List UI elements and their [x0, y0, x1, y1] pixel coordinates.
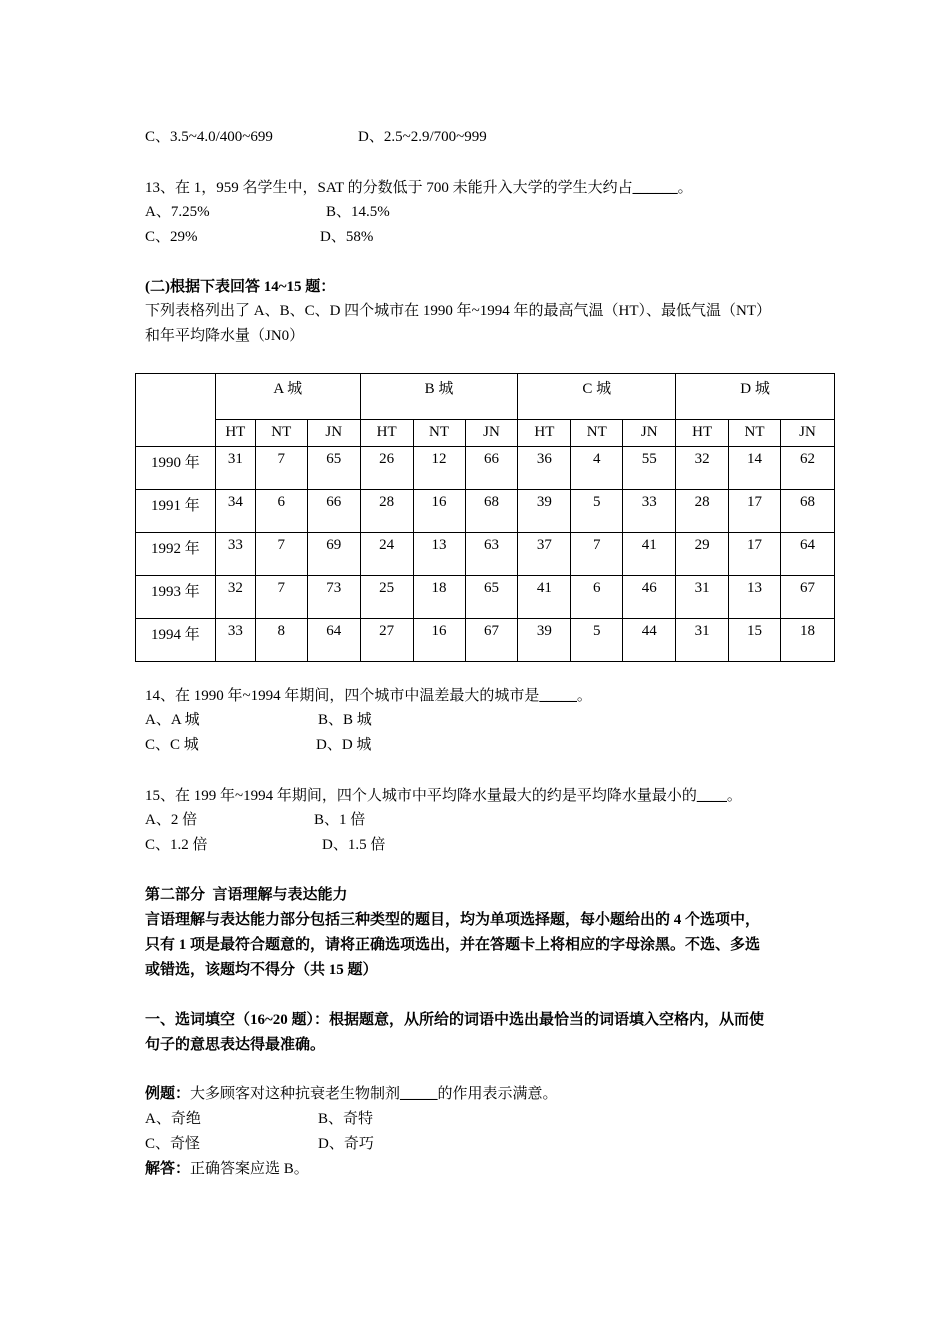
q13-option-a: A、7.25% [145, 204, 210, 220]
value-cell: 29 [676, 533, 729, 576]
value-cell: 14 [729, 447, 781, 490]
value-cell: 27 [360, 619, 413, 662]
q12-option-d: D、2.5~2.9/700~999 [358, 129, 487, 145]
q13-blank: ______ [632, 180, 678, 196]
value-cell: 26 [360, 447, 413, 490]
subheader-jn: JN [465, 420, 518, 447]
value-cell: 18 [781, 619, 835, 662]
value-cell: 66 [307, 490, 360, 533]
q15-end: 。 [726, 788, 742, 804]
q14-blank: _____ [539, 688, 577, 704]
q15-stem [145, 786, 742, 806]
value-cell: 25 [360, 576, 413, 619]
value-cell: 16 [413, 490, 465, 533]
value-cell: 7 [255, 576, 307, 619]
temperature-table [135, 373, 835, 662]
q13-option-d: D、58% [320, 229, 374, 245]
subheader-nt: NT [571, 420, 623, 447]
value-cell: 32 [215, 576, 255, 619]
value-cell: 41 [518, 576, 571, 619]
value-cell: 5 [571, 619, 623, 662]
value-cell: 64 [781, 533, 835, 576]
q15-option-a: A、2 倍 [145, 812, 198, 828]
example-answer-label: 解答： [145, 1161, 191, 1177]
example-option-d: D、奇巧 [318, 1136, 374, 1152]
table-row [136, 447, 835, 490]
q15-blank: ____ [696, 788, 727, 804]
q13-stem [145, 178, 693, 198]
q13-end: 。 [677, 180, 693, 196]
value-cell: 33 [215, 619, 255, 662]
value-cell: 41 [623, 533, 676, 576]
table-corner-cell [136, 374, 216, 447]
value-cell: 8 [255, 619, 307, 662]
example-blank: _____ [400, 1086, 438, 1102]
q14-end: 。 [576, 688, 592, 704]
value-cell: 64 [307, 619, 360, 662]
table-row [136, 576, 835, 619]
year-cell: 1993 年 [136, 576, 216, 619]
value-cell: 28 [676, 490, 729, 533]
value-cell: 67 [465, 619, 518, 662]
example-answer-text: 正确答案应选 B。 [190, 1161, 309, 1177]
example-end: 的作用表示满意。 [437, 1086, 558, 1102]
table-row [136, 619, 835, 662]
year-cell: 1994 年 [136, 619, 216, 662]
value-cell: 13 [413, 533, 465, 576]
value-cell: 12 [413, 447, 465, 490]
value-cell: 31 [676, 619, 729, 662]
value-cell: 7 [255, 533, 307, 576]
value-cell: 39 [518, 619, 571, 662]
value-cell: 33 [623, 490, 676, 533]
value-cell: 4 [571, 447, 623, 490]
subheader-nt: NT [255, 420, 307, 447]
part2-title: 第二部分 言语理解与表达能力 [145, 887, 348, 903]
part2-desc-line1: 言语理解与表达能力部分包括三种类型的题目，均为单项选择题，每小题给出的 4 个选项中， [145, 912, 761, 928]
q14-stem [145, 686, 592, 706]
q14-option-a: A、A 城 [145, 712, 200, 728]
subheader-ht: HT [676, 420, 729, 447]
q13-stem-text: 13、在 1，959 名学生中，SAT 的分数低于 700 未能升入大学的学生大约占 [145, 180, 633, 196]
value-cell: 31 [215, 447, 255, 490]
value-cell: 33 [215, 533, 255, 576]
value-cell: 17 [729, 533, 781, 576]
example-option-b: B、奇特 [318, 1111, 374, 1127]
q15-stem-text: 15、在 199 年~1994 年期间，四个人城市中平均降水量最大的约是平均降水量最小的 [145, 788, 697, 804]
q13-option-b: B、14.5% [326, 204, 390, 220]
value-cell: 34 [215, 490, 255, 533]
value-cell: 65 [307, 447, 360, 490]
value-cell: 32 [676, 447, 729, 490]
q15-option-d: D、1.5 倍 [322, 837, 386, 853]
q15-option-b: B、1 倍 [314, 812, 366, 828]
subheader-jn: JN [307, 420, 360, 447]
value-cell: 7 [255, 447, 307, 490]
section2-intro-line2: 和年平均降水量（JN0） [145, 328, 305, 344]
section2-heading: (二)根据下表回答 14~15 题： [145, 279, 336, 295]
value-cell: 73 [307, 576, 360, 619]
value-cell: 62 [781, 447, 835, 490]
fill-instruction-line1: 一、选词填空（16~20 题）：根据题意，从所给的词语中选出最恰当的词语填入空格内，从而使 [145, 1012, 765, 1028]
value-cell: 65 [465, 576, 518, 619]
subheader-ht: HT [518, 420, 571, 447]
example-label: 例题： [145, 1086, 191, 1102]
q14-option-c: C、C 城 [145, 737, 199, 753]
city-header-d: D 城 [676, 374, 835, 420]
table-row [136, 490, 835, 533]
value-cell: 46 [623, 576, 676, 619]
subheader-jn: JN [781, 420, 835, 447]
example-option-a: A、奇绝 [145, 1111, 201, 1127]
value-cell: 7 [571, 533, 623, 576]
year-cell: 1990 年 [136, 447, 216, 490]
city-header-b: B 城 [360, 374, 518, 420]
value-cell: 69 [307, 533, 360, 576]
subheader-ht: HT [360, 420, 413, 447]
value-cell: 68 [781, 490, 835, 533]
value-cell: 6 [571, 576, 623, 619]
value-cell: 5 [571, 490, 623, 533]
subheader-jn: JN [623, 420, 676, 447]
value-cell: 39 [518, 490, 571, 533]
q14-stem-text: 14、在 1990 年~1994 年期间，四个城市中温差最大的城市是 [145, 688, 540, 704]
value-cell: 15 [729, 619, 781, 662]
subheader-nt: NT [729, 420, 781, 447]
fill-instruction-line2: 句子的意思表达得最准确。 [145, 1037, 326, 1053]
value-cell: 6 [255, 490, 307, 533]
q13-option-c: C、29% [145, 229, 198, 245]
q14-option-b: B、B 城 [318, 712, 372, 728]
example-answer [145, 1159, 309, 1179]
section2-intro-line1: 下列表格列出了 A、B、C、D 四个城市在 1990 年~1994 年的最高气温（HT）、最低气温（NT） [145, 303, 772, 319]
value-cell: 17 [729, 490, 781, 533]
value-cell: 36 [518, 447, 571, 490]
example-stem-text: 大多顾客对这种抗衰老生物制剂 [190, 1086, 401, 1102]
value-cell: 63 [465, 533, 518, 576]
value-cell: 66 [465, 447, 518, 490]
example-stem [145, 1084, 558, 1104]
q12-option-c: C、3.5~4.0/400~699 [145, 129, 273, 145]
value-cell: 67 [781, 576, 835, 619]
value-cell: 13 [729, 576, 781, 619]
city-header-a: A 城 [215, 374, 360, 420]
city-header-c: C 城 [518, 374, 676, 420]
value-cell: 18 [413, 576, 465, 619]
value-cell: 37 [518, 533, 571, 576]
value-cell: 44 [623, 619, 676, 662]
table-row [136, 533, 835, 576]
value-cell: 28 [360, 490, 413, 533]
year-cell: 1992 年 [136, 533, 216, 576]
subheader-ht: HT [215, 420, 255, 447]
value-cell: 24 [360, 533, 413, 576]
value-cell: 68 [465, 490, 518, 533]
q14-option-d: D、D 城 [316, 737, 372, 753]
value-cell: 31 [676, 576, 729, 619]
value-cell: 55 [623, 447, 676, 490]
part2-desc-line2: 只有 1 项是最符合题意的，请将正确选项选出，并在答题卡上将相应的字母涂黑。不选、多选 [145, 937, 761, 953]
value-cell: 16 [413, 619, 465, 662]
example-option-c: C、奇怪 [145, 1136, 201, 1152]
year-cell: 1991 年 [136, 490, 216, 533]
subheader-nt: NT [413, 420, 465, 447]
part2-desc-line3: 或错选，该题均不得分（共 15 题） [145, 962, 378, 978]
q15-option-c: C、1.2 倍 [145, 837, 208, 853]
